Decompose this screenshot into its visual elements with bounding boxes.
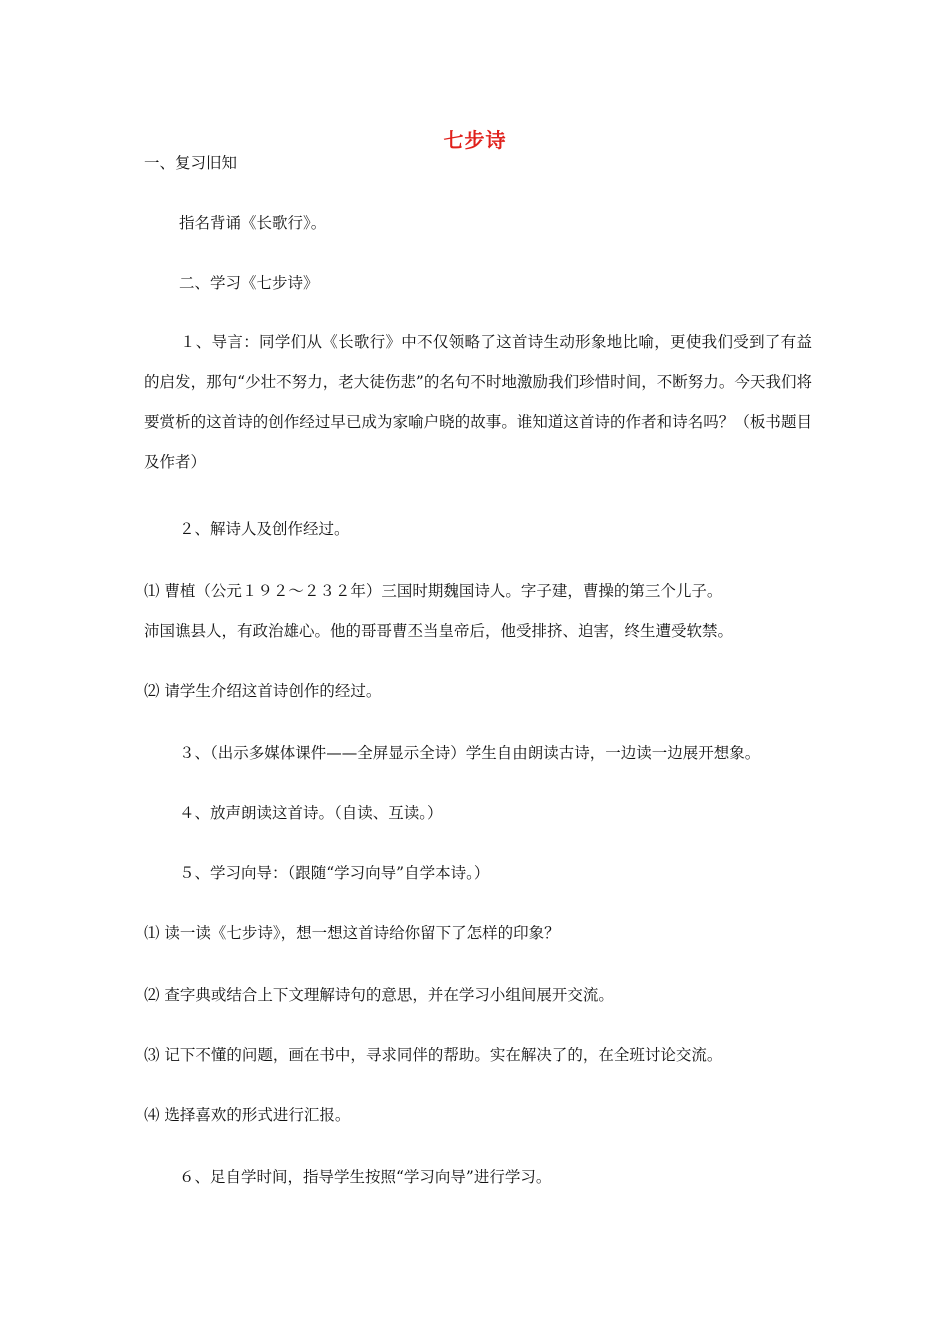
step-5: ５、学习向导：（跟随“学习向导”自学本诗。）	[179, 864, 490, 882]
step-2-item-1-line-1: ⑴ 曹植（公元１９２～２３２年）三国时期魏国诗人。字子建，曹操的第三个儿子。	[144, 582, 723, 600]
document-title: 七步诗	[443, 128, 507, 152]
step-5-item-2: ⑵ 查字典或结合上下文理解诗句的意思，并在学习小组间展开交流。	[144, 986, 614, 1004]
step-5-item-3: ⑶ 记下不懂的问题，画在书中，寻求同伴的帮助。实在解决了的，在全班讨论交流。	[144, 1046, 723, 1064]
step-2-item-2: ⑵ 请学生介绍这首诗创作的经过。	[144, 682, 382, 700]
section-heading-review: 一、复习旧知	[144, 154, 238, 172]
step-2-item-1-line-2: 沛国谯县人，有政治雄心。他的哥哥曹丕当皇帝后，他受排挤、迫害，终生遭受软禁。	[144, 622, 734, 640]
step-2: ２、解诗人及创作经过。	[179, 520, 350, 538]
section-heading-study: 二、学习《七步诗》	[179, 274, 319, 292]
step-5-item-4: ⑷ 选择喜欢的形式进行汇报。	[144, 1106, 351, 1124]
step-4: ４、放声朗读这首诗。（自读、互读。）	[179, 804, 443, 822]
step-5-item-1: ⑴ 读一读《七步诗》，想一想这首诗给你留下了怎样的印象？	[144, 924, 560, 942]
step-6: ６、足自学时间，指导学生按照“学习向导”进行学习。	[179, 1168, 552, 1186]
step-3: ３、（出示多媒体课件——全屏显示全诗）学生自由朗读古诗，一边读一边展开想象。	[179, 744, 761, 762]
step-1-introduction: １、导言：同学们从《长歌行》中不仅领略了这首诗生动形象地比喻，更使我们受到了有益的启发，那句“少壮不努力，老大徒伤悲”的名句不时地激励我们珍惜时间，不断努力。今天我们将要赏析的这首诗的创作经过早已成为家喻户晓的故事。谁知道这首诗的作者和诗名吗？（板书题目及作者）	[144, 333, 812, 471]
review-task: 指名背诵《长歌行》。	[179, 214, 327, 232]
